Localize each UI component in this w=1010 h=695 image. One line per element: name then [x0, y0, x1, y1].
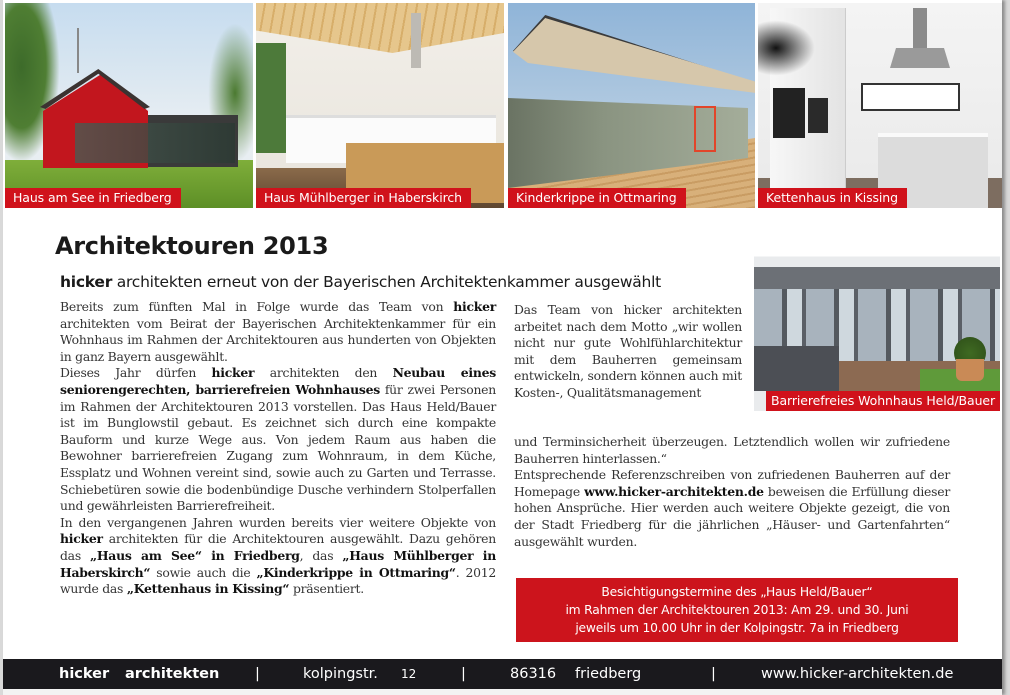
- photo-caption: Haus am See in Friedberg: [5, 188, 181, 208]
- house-photo-scene: [5, 3, 253, 208]
- paragraph: und Terminsicherheit überzeugen. Letztendlich wollen wir zufriedene Bauherren hinterlassen.“: [514, 434, 950, 466]
- paragraph: Bereits zum fünften Mal in Folge wurde das Team von hicker architekten vom Beirat der Bayerischen Architektenkammer für ein Wohnhaus im Rahmen der Architektouren aus hunderten von Objekten in ganz Bayern ausgewählt.: [60, 299, 496, 364]
- building-photo-scene: [508, 3, 755, 208]
- photo-caption: Kettenhaus in Kissing: [758, 188, 907, 208]
- footer-company: hicker: [59, 666, 110, 682]
- brand-name: hicker: [60, 273, 113, 291]
- footer-house-number: 12: [401, 667, 417, 681]
- paragraph: Das Team von hicker architekten arbeitet nach dem Motto „wir wollen nicht nur gute Wohlfühlarchitektur mit dem Bauherren gemeinsam entwickeln, sondern können auch mit Kosten-, Qualitätsmanagement: [514, 302, 742, 400]
- photo-haus-muehlberger: [256, 3, 504, 208]
- footer-separator: |: [711, 666, 716, 682]
- photo-haus-am-see: [5, 3, 253, 208]
- kitchen-photo-scene: [256, 3, 504, 208]
- photo-kinderkrippe: [508, 3, 755, 208]
- photo-caption: Barrierefreies Wohnhaus Held/Bauer: [766, 391, 1000, 411]
- footer-street: kolpingstr.: [303, 666, 378, 682]
- bungalow-photo-scene: [754, 229, 1000, 411]
- paragraph: In den vergangenen Jahren wurden bereits vier weitere Objekte von hicker architekten für die Architektouren ausgewählt. Dazu gehören das „Haus am See“ in Friedberg, das „Haus Mühlberger in Haberskirch“ sowie auch die „Kinderkrippe in Ottmaring“. 2012 wurde das „Kettenhaus in Kissing“ präsentiert.: [60, 514, 497, 597]
- article-column-right-top: [514, 302, 742, 402]
- article-subtitle: hicker architekten erneut von der Bayerischen Architektenkammer ausgewählt: [60, 273, 661, 291]
- photo-kettenhaus: [758, 3, 1002, 208]
- paragraph: Entsprechende Referenzschreiben von zufriedenen Bauherren auf der Homepage www.hicker-architekten.de beweisen die Erfüllung dieser hohen Ansprüche. Hier werden auch weitere Objekte gezeigt, die von der Stadt Friedberg für die jährlichen „Häuser- und Gartenfahrten“ ausgewählt wurden.: [514, 467, 951, 549]
- photo-caption: Haus Mühlberger in Haberskirch: [256, 188, 471, 208]
- footer-bar: [3, 659, 1002, 689]
- photo-caption: Kinderkrippe in Ottmaring: [508, 188, 686, 208]
- footer-company: architekten: [125, 666, 220, 682]
- footer-separator: |: [461, 666, 466, 682]
- footer-zip: 86316: [510, 666, 557, 682]
- article-column-left: [60, 299, 496, 598]
- article-title: Architektouren 2013: [55, 232, 329, 260]
- footer-separator: |: [255, 666, 260, 682]
- footer-website-link[interactable]: www.hicker-architekten.de: [761, 666, 954, 682]
- kitchen-photo-scene: [758, 3, 1002, 208]
- article-column-right-bottom: [514, 434, 950, 550]
- brochure-page: [3, 0, 1002, 695]
- footer-city: friedberg: [575, 666, 642, 682]
- page-edge: [3, 689, 1002, 695]
- photo-held-bauer: [754, 229, 1000, 411]
- website-link[interactable]: www.hicker-architekten.de: [584, 483, 764, 499]
- paragraph: Dieses Jahr dürfen hicker architekten den Neubau eines seniorengerechten, barrierefreien Wohnhauses für zwei Personen im Rahmen der Architektouren 2013 vorstellen. Das Haus Held/Bauer ist im Bunglowstil gebaut. Es zeichnet sich durch eine kompakte Bauform und kurze Wege aus. Von jedem Raum aus haben die Bewohner barrierefreien Zugang zum Wohnraum, in dem Küche, Essplatz und Wohnen vereint sind, sowie auch zu Garten und Terrasse. Schiebetüren sowie die bodenbündige Dusche verhindern Stolperfallen und gewährleisten Barrierefreiheit.: [60, 365, 496, 514]
- viewing-dates-box: Besichtigungstermine des „Haus Held/Bauer“ im Rahmen der Architektouren 2013: Am 29. und 30. Juni jeweils um 10.00 Uhr in der Kolpingstr. 7a in Friedberg: [516, 578, 958, 642]
